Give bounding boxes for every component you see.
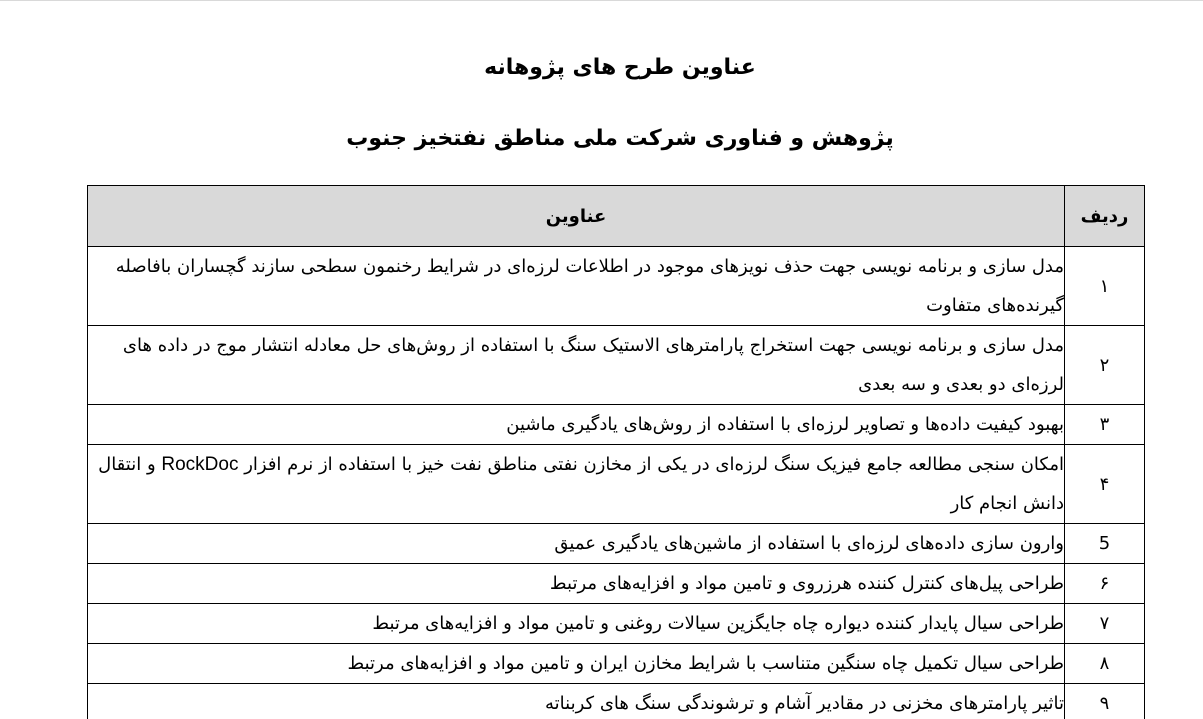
row-number: ۲ xyxy=(1065,326,1145,405)
table-row xyxy=(88,405,1145,445)
table-row xyxy=(88,684,1145,719)
row-title: طراحی پیل‌های کنترل کننده هرزروی و تامین مواد و افزایه‌های مرتبط xyxy=(88,564,1065,604)
table-row xyxy=(88,604,1145,644)
table-row xyxy=(88,247,1145,326)
row-number: ۳ xyxy=(1065,405,1145,445)
row-title-part: و انتقال دانش انجام کار xyxy=(98,454,1064,514)
row-number: 5 xyxy=(1065,524,1145,564)
row-title-part: امکان سنجی مطالعه جامع فیزیک سنگ لرزه‌ای در یکی از مخازن نفتی مناطق نفت خیز با استفاده از نرم افزار xyxy=(244,454,1064,475)
table-row xyxy=(88,564,1145,604)
row-title: وارون سازی داده‌های لرزه‌ای با استفاده از ماشین‌های یادگیری عمیق xyxy=(88,524,1065,564)
table-header-row xyxy=(88,186,1145,247)
row-number: ۹ xyxy=(1065,684,1145,719)
page-subtitle: پژوهش و فناوری شرکت ملی مناطق نفتخیز جنوب xyxy=(346,126,894,151)
row-number: ۴ xyxy=(1065,445,1145,524)
table-row xyxy=(88,644,1145,684)
row-number: ۷ xyxy=(1065,604,1145,644)
software-name: RockDoc xyxy=(161,454,239,475)
table-row xyxy=(88,445,1145,524)
row-title: طراحی سیال پایدار کننده دیواره چاه جایگزین سیالات روغنی و تامین مواد و افزایه‌های مرتبط xyxy=(88,604,1065,644)
projects-table xyxy=(87,185,1145,719)
row-number: ۸ xyxy=(1065,644,1145,684)
row-title xyxy=(88,445,1065,524)
row-title: مدل سازی و برنامه نویسی جهت استخراج پارامترهای الاستیک سنگ با استفاده از روش‌های حل معادله انتشار موج در داده های لرزه‌ای دو بعدی و سه بعدی xyxy=(88,326,1065,405)
row-title: تاثیر پارامترهای مخزنی در مقادیر آشام و ترشوندگی سنگ های کربناته xyxy=(88,684,1065,719)
header-titles: عناوین xyxy=(88,186,1065,247)
table-row xyxy=(88,326,1145,405)
page-title: عناوین طرح های پژوهانه xyxy=(484,55,756,80)
table-row xyxy=(88,524,1145,564)
row-title: بهبود کیفیت داده‌ها و تصاویر لرزه‌ای با استفاده از روش‌های یادگیری ماشین xyxy=(88,405,1065,445)
row-title: مدل سازی و برنامه نویسی جهت حذف نویزهای موجود در اطلاعات لرزه‌ای در شرایط رخنمون سطحی سازند گچساران بافاصله گیرنده‌های متفاوت xyxy=(88,247,1065,326)
row-number: ۱ xyxy=(1065,247,1145,326)
top-divider xyxy=(0,0,1203,1)
row-title: طراحی سیال تکمیل چاه سنگین متناسب با شرایط مخازن ایران و تامین مواد و افزایه‌های مرتبط xyxy=(88,644,1065,684)
row-number: ۶ xyxy=(1065,564,1145,604)
header-row-number: ردیف xyxy=(1065,186,1145,247)
